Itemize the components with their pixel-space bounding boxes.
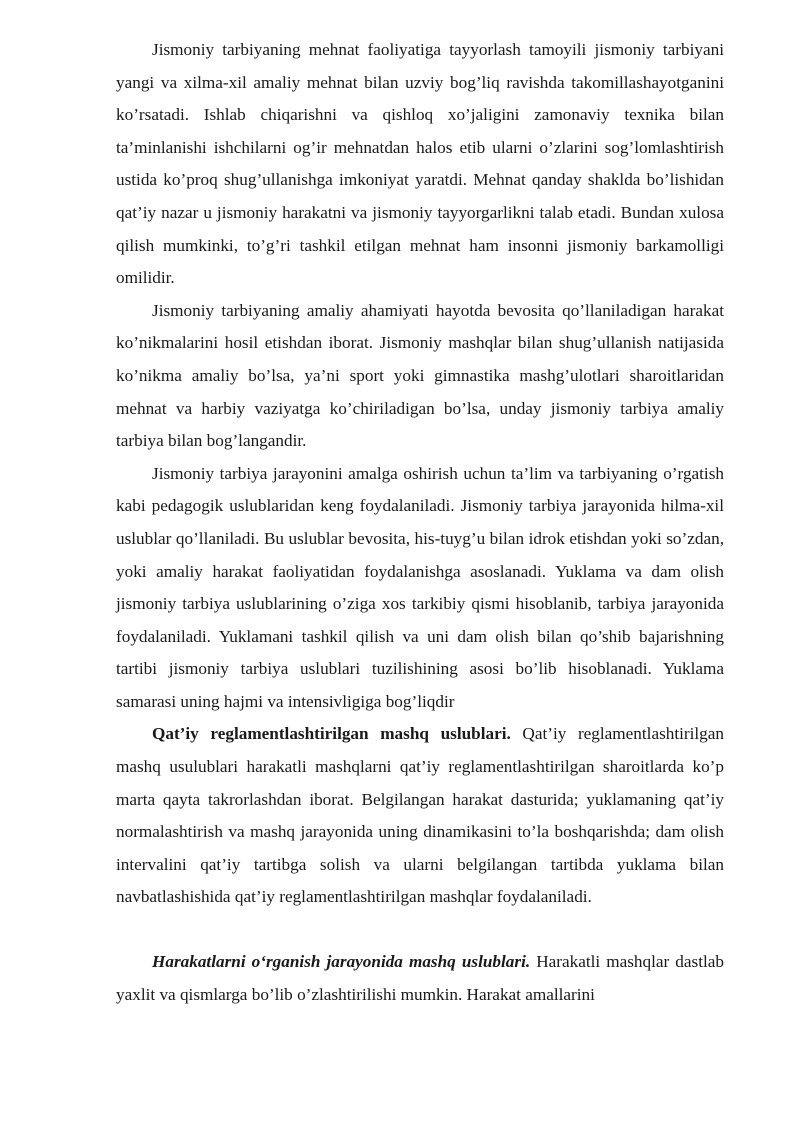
paragraph-text: Harakatli mashqlar dastlab yaxlit va qismlarga bo’lib o’zlashtirilishi mumkin. Harakat amallarini xyxy=(116,952,724,1004)
paragraph-text: Jismoniy tarbiyaning amaliy ahamiyati hayotda bevosita qo’llaniladigan harakat ko’nikmalarini hosil etishdan iborat. Jismoniy mashqlar bilan shug’ullanish natijasida ko’nikma amaliy bo’lsa, ya’ni sport yoki gimnastika mashg’ulotlari sharoitlaridan mehnat va harbiy vaziyatga ko’chiriladigan bo’lsa, unday jismoniy tarbiya amaliy tarbiya bilan bog’langandir. xyxy=(116,300,724,451)
paragraph-heading: Qat’iy reglamentlashtirilgan mashq uslublari. xyxy=(152,724,511,744)
paragraph-movement-learning-methods xyxy=(116,946,724,1011)
document-page xyxy=(116,34,724,1011)
paragraph-text: Jismoniy tarbiya jarayonini amalga oshirish uchun ta’lim va tarbiyaning o’rgatish kabi pedagogik uslublaridan keng foydalaniladi. Jismoniy tarbiya jarayonida hilma-xil uslublar qo’llaniladi. Bu uslublar bevosita, his-tuyg’u bilan idrok etishdan yoki so’zdan, yoki amaliy harakat faoliyatidan foydalanishga asoslanadi. Yuklama va dam olish jismoniy tarbiya uslublarining o’ziga xos tarkibiy qismi hisoblanib, tarbiya jarayonida foydalaniladi. Yuklamani tashkil qilish va uni dam olish bilan qo’shib bajarishning tartibi jismoniy tarbiya uslublari tuzilishining asosi bo’lib hisoblanadi. Yuklama samarasi uning hajmi va intensivligiga bog’liqdir xyxy=(116,463,724,711)
paragraph-text: Jismoniy tarbiyaning mehnat faoliyatiga tayyorlash tamoyili jismoniy tarbiyani yangi va xilma-xil amaliy mehnat bilan uzviy bog’liq ravishda takomillashayotganini ko’rsatadi. Ishlab chiqarishni va qishloq xo’jaligini zamonaviy texnika bilan ta’minlanishi ishchilarni og’ir mehnatdan halos etib ularni o’zlarini sog’lomlashtirish ustida ko’proq shug’ullanishga imkoniyat yaratdi. Mehnat qanday shaklda bo’lishidan qat’iy nazar u jismoniy harakatni va jismoniy tayyorgarlikni talab etadi. Bundan xulosa qilish mumkinki, to’g’ri tashkil etilgan mehnat ham insonni jismoniy barkamolligi omilidir. xyxy=(116,40,724,288)
paragraph-labor-preparation xyxy=(116,34,724,295)
paragraph-pedagogical-methods xyxy=(116,458,724,719)
paragraph-text: Qat’iy reglamentlashtirilgan mashq usulublari harakatli mashqlarni qat’iy reglamentlashtirilgan sharoitlarda ko’p marta qayta takrorlashdan iborat. Belgilangan harakat dasturida; yuklamaning qat’iy normalashtirish va mashq jarayonida uning dinamikasini to’la boshqarishda; dam olish intervalini qat’iy tartibga solish va ularni belgilangan tartibda yuklama bilan navbatlashishida qat’iy reglamentlashtirilgan mashqlar foydalaniladi. xyxy=(116,724,724,907)
paragraph-practical-significance xyxy=(116,295,724,458)
paragraph-regulated-exercise-methods xyxy=(116,718,724,914)
paragraph-heading: Harakatlarni o‘rganish jarayonida mashq uslublari. xyxy=(152,952,531,972)
